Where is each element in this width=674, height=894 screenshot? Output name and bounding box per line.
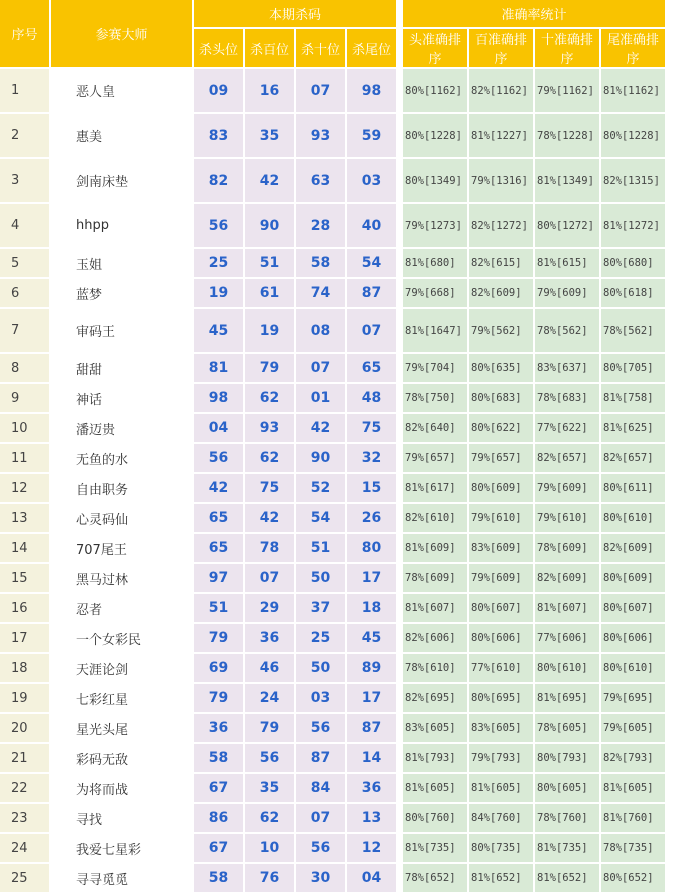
accuracy-stat: 83%[609] xyxy=(469,534,533,562)
kill-code: 35 xyxy=(245,114,294,157)
accuracy-stat: 78%[760] xyxy=(535,804,599,832)
table-row xyxy=(0,354,665,382)
accuracy-stat: 80%[610] xyxy=(601,504,665,532)
kill-code: 98 xyxy=(194,384,243,412)
kill-code: 82 xyxy=(194,159,243,202)
accuracy-stat: 81%[1162] xyxy=(601,69,665,112)
table-row xyxy=(0,249,665,277)
kill-code: 28 xyxy=(296,204,345,247)
accuracy-stat: 81%[605] xyxy=(601,774,665,802)
accuracy-stat: 81%[735] xyxy=(403,834,467,862)
row-master-name: 神话 xyxy=(51,384,192,412)
accuracy-stat: 81%[1647] xyxy=(403,309,467,352)
kill-code: 56 xyxy=(245,744,294,772)
row-seq: 10 xyxy=(0,414,49,442)
kill-code: 12 xyxy=(347,834,396,862)
row-seq: 2 xyxy=(0,114,49,157)
accuracy-stat: 80%[606] xyxy=(601,624,665,652)
accuracy-stat: 83%[605] xyxy=(469,714,533,742)
accuracy-stat: 80%[1228] xyxy=(403,114,467,157)
kill-code: 08 xyxy=(296,309,345,352)
table-row xyxy=(0,474,665,502)
header-accuracy-group: 准确率统计 xyxy=(403,0,665,27)
header-kill-group: 本期杀码 xyxy=(194,0,396,27)
kill-code: 79 xyxy=(194,624,243,652)
kill-code: 87 xyxy=(347,714,396,742)
accuracy-stat: 80%[680] xyxy=(601,249,665,277)
accuracy-stat: 81%[1272] xyxy=(601,204,665,247)
table-row xyxy=(0,309,665,352)
kill-code: 03 xyxy=(296,684,345,712)
kill-code: 87 xyxy=(296,744,345,772)
kill-code: 40 xyxy=(347,204,396,247)
accuracy-stat: 78%[683] xyxy=(535,384,599,412)
row-master-name: 寻找 xyxy=(51,804,192,832)
row-master-name: 彩码无敌 xyxy=(51,744,192,772)
accuracy-stat: 81%[607] xyxy=(403,594,467,622)
accuracy-stat: 81%[760] xyxy=(601,804,665,832)
kill-code: 81 xyxy=(194,354,243,382)
row-seq: 19 xyxy=(0,684,49,712)
row-master-name: 潘迈贵 xyxy=(51,414,192,442)
header-master: 参赛大师 xyxy=(51,0,192,67)
accuracy-stat: 79%[609] xyxy=(535,279,599,307)
accuracy-stat: 82%[609] xyxy=(469,279,533,307)
accuracy-stat: 80%[683] xyxy=(469,384,533,412)
table-row xyxy=(0,594,665,622)
kill-code: 62 xyxy=(245,804,294,832)
accuracy-stat: 80%[606] xyxy=(469,624,533,652)
accuracy-stat: 77%[622] xyxy=(535,414,599,442)
kill-code: 36 xyxy=(194,714,243,742)
accuracy-stat: 82%[615] xyxy=(469,249,533,277)
kill-code: 93 xyxy=(245,414,294,442)
row-seq: 23 xyxy=(0,804,49,832)
kill-code: 19 xyxy=(194,279,243,307)
kill-code: 26 xyxy=(347,504,396,532)
kill-code: 76 xyxy=(245,864,294,892)
accuracy-stat: 80%[1228] xyxy=(601,114,665,157)
accuracy-stat: 80%[1162] xyxy=(403,69,467,112)
accuracy-stat: 82%[1162] xyxy=(469,69,533,112)
kill-code: 48 xyxy=(347,384,396,412)
accuracy-stat: 79%[605] xyxy=(601,714,665,742)
kill-code: 79 xyxy=(245,714,294,742)
kill-code: 25 xyxy=(194,249,243,277)
accuracy-stat: 78%[750] xyxy=(403,384,467,412)
kill-code: 25 xyxy=(296,624,345,652)
row-seq: 24 xyxy=(0,834,49,862)
kill-code: 86 xyxy=(194,804,243,832)
kill-code: 03 xyxy=(347,159,396,202)
accuracy-stat: 81%[625] xyxy=(601,414,665,442)
kill-code: 74 xyxy=(296,279,345,307)
kill-code: 07 xyxy=(296,804,345,832)
kill-code: 56 xyxy=(194,444,243,472)
kill-code: 56 xyxy=(296,714,345,742)
kill-code: 56 xyxy=(194,204,243,247)
accuracy-stat: 81%[652] xyxy=(469,864,533,892)
accuracy-stat: 80%[610] xyxy=(601,654,665,682)
table-row xyxy=(0,714,665,742)
header-seq: 序号 xyxy=(0,0,49,67)
header-acc-col: 十准确排序 xyxy=(535,29,599,67)
kill-code: 54 xyxy=(347,249,396,277)
kill-code: 36 xyxy=(245,624,294,652)
accuracy-stat: 79%[704] xyxy=(403,354,467,382)
kill-code: 93 xyxy=(296,114,345,157)
accuracy-stat: 80%[609] xyxy=(601,564,665,592)
kill-code: 07 xyxy=(296,69,345,112)
row-seq: 25 xyxy=(0,864,49,892)
row-seq: 13 xyxy=(0,504,49,532)
accuracy-stat: 79%[657] xyxy=(469,444,533,472)
accuracy-stat: 80%[652] xyxy=(601,864,665,892)
kill-code: 62 xyxy=(245,384,294,412)
accuracy-stat: 81%[793] xyxy=(403,744,467,772)
row-seq: 9 xyxy=(0,384,49,412)
kill-code: 51 xyxy=(194,594,243,622)
kill-code: 65 xyxy=(347,354,396,382)
accuracy-stat: 79%[657] xyxy=(403,444,467,472)
table-row xyxy=(0,444,665,472)
row-master-name: 惠美 xyxy=(51,114,192,157)
accuracy-stat: 82%[606] xyxy=(403,624,467,652)
accuracy-stat: 80%[695] xyxy=(469,684,533,712)
kill-code: 56 xyxy=(296,834,345,862)
kill-code: 89 xyxy=(347,654,396,682)
row-seq: 11 xyxy=(0,444,49,472)
row-seq: 17 xyxy=(0,624,49,652)
accuracy-stat: 78%[562] xyxy=(535,309,599,352)
kill-code: 58 xyxy=(194,864,243,892)
accuracy-stat: 82%[1315] xyxy=(601,159,665,202)
kill-code: 42 xyxy=(245,159,294,202)
accuracy-stat: 79%[1316] xyxy=(469,159,533,202)
accuracy-stat: 79%[668] xyxy=(403,279,467,307)
accuracy-stat: 83%[637] xyxy=(535,354,599,382)
accuracy-stat: 79%[562] xyxy=(469,309,533,352)
header-acc-col: 百准确排序 xyxy=(469,29,533,67)
row-master-name: 我爱七星彩 xyxy=(51,834,192,862)
row-master-name: 寻寻觅觅 xyxy=(51,864,192,892)
accuracy-stat: 82%[610] xyxy=(403,504,467,532)
kill-code: 87 xyxy=(347,279,396,307)
accuracy-stat: 80%[607] xyxy=(469,594,533,622)
table-row xyxy=(0,204,665,247)
kill-code: 84 xyxy=(296,774,345,802)
row-seq: 18 xyxy=(0,654,49,682)
kill-code: 69 xyxy=(194,654,243,682)
accuracy-stat: 80%[611] xyxy=(601,474,665,502)
row-seq: 5 xyxy=(0,249,49,277)
accuracy-stat: 81%[609] xyxy=(403,534,467,562)
kill-code: 45 xyxy=(347,624,396,652)
row-master-name: 心灵码仙 xyxy=(51,504,192,532)
accuracy-stat: 81%[1349] xyxy=(535,159,599,202)
kill-code: 50 xyxy=(296,564,345,592)
row-master-name: 星光头尾 xyxy=(51,714,192,742)
kill-code: 62 xyxy=(245,444,294,472)
kill-code: 07 xyxy=(347,309,396,352)
header-kill-col: 杀头位 xyxy=(194,29,243,67)
row-master-name: 707尾王 xyxy=(51,534,192,562)
accuracy-stat: 79%[695] xyxy=(601,684,665,712)
table-row xyxy=(0,654,665,682)
header-acc-col: 头准确排序 xyxy=(403,29,467,67)
kill-code: 59 xyxy=(347,114,396,157)
kill-code: 50 xyxy=(296,654,345,682)
accuracy-stat: 82%[609] xyxy=(601,534,665,562)
header-kill-col: 杀十位 xyxy=(296,29,345,67)
kill-code: 58 xyxy=(194,744,243,772)
kill-code: 67 xyxy=(194,834,243,862)
accuracy-stat: 78%[735] xyxy=(601,834,665,862)
kill-code: 42 xyxy=(296,414,345,442)
kill-code: 16 xyxy=(245,69,294,112)
row-master-name: 审码王 xyxy=(51,309,192,352)
kill-code: 78 xyxy=(245,534,294,562)
table-row xyxy=(0,624,665,652)
kill-code: 61 xyxy=(245,279,294,307)
row-master-name: 天涯论剑 xyxy=(51,654,192,682)
kill-code: 37 xyxy=(296,594,345,622)
kill-code: 79 xyxy=(245,354,294,382)
row-seq: 7 xyxy=(0,309,49,352)
row-master-name: 七彩红星 xyxy=(51,684,192,712)
table-row xyxy=(0,114,665,157)
accuracy-stat: 79%[1273] xyxy=(403,204,467,247)
kill-code: 79 xyxy=(194,684,243,712)
table-row xyxy=(0,159,665,202)
accuracy-stat: 78%[610] xyxy=(403,654,467,682)
row-master-name: 蓝梦 xyxy=(51,279,192,307)
kill-code: 58 xyxy=(296,249,345,277)
kill-code: 14 xyxy=(347,744,396,772)
accuracy-stat: 79%[609] xyxy=(469,564,533,592)
header-acc-col: 尾准确排序 xyxy=(601,29,665,67)
kill-code: 24 xyxy=(245,684,294,712)
kill-code: 04 xyxy=(194,414,243,442)
table-body xyxy=(0,69,665,892)
kill-code: 10 xyxy=(245,834,294,862)
accuracy-stat: 81%[695] xyxy=(535,684,599,712)
kill-code: 17 xyxy=(347,684,396,712)
accuracy-stat: 80%[605] xyxy=(535,774,599,802)
row-seq: 21 xyxy=(0,744,49,772)
row-master-name: 一个女彩民 xyxy=(51,624,192,652)
kill-code: 30 xyxy=(296,864,345,892)
kill-code: 29 xyxy=(245,594,294,622)
accuracy-stat: 81%[652] xyxy=(535,864,599,892)
accuracy-stat: 81%[605] xyxy=(469,774,533,802)
table-row xyxy=(0,744,665,772)
accuracy-stat: 80%[793] xyxy=(535,744,599,772)
kill-code: 17 xyxy=(347,564,396,592)
header-kill-col: 杀百位 xyxy=(245,29,294,67)
accuracy-stat: 82%[695] xyxy=(403,684,467,712)
accuracy-stat: 81%[1227] xyxy=(469,114,533,157)
accuracy-stat: 80%[618] xyxy=(601,279,665,307)
accuracy-stat: 80%[622] xyxy=(469,414,533,442)
accuracy-stat: 79%[609] xyxy=(535,474,599,502)
row-master-name: 剑南床垫 xyxy=(51,159,192,202)
accuracy-stat: 80%[705] xyxy=(601,354,665,382)
row-seq: 20 xyxy=(0,714,49,742)
accuracy-stat: 80%[635] xyxy=(469,354,533,382)
accuracy-stat: 80%[760] xyxy=(403,804,467,832)
kill-code: 45 xyxy=(194,309,243,352)
accuracy-stat: 79%[610] xyxy=(469,504,533,532)
table-row xyxy=(0,534,665,562)
row-seq: 8 xyxy=(0,354,49,382)
accuracy-stat: 80%[735] xyxy=(469,834,533,862)
accuracy-stat: 83%[605] xyxy=(403,714,467,742)
kill-code: 36 xyxy=(347,774,396,802)
kill-code: 42 xyxy=(245,504,294,532)
accuracy-stat: 81%[680] xyxy=(403,249,467,277)
accuracy-stat: 81%[758] xyxy=(601,384,665,412)
accuracy-stat: 80%[610] xyxy=(535,654,599,682)
kill-code: 75 xyxy=(245,474,294,502)
kill-code: 90 xyxy=(296,444,345,472)
table-row xyxy=(0,414,665,442)
accuracy-stat: 82%[657] xyxy=(601,444,665,472)
kill-code: 35 xyxy=(245,774,294,802)
table-row xyxy=(0,564,665,592)
kill-code: 07 xyxy=(296,354,345,382)
row-master-name: 玉姐 xyxy=(51,249,192,277)
table-row xyxy=(0,384,665,412)
kill-code: 65 xyxy=(194,534,243,562)
row-seq: 3 xyxy=(0,159,49,202)
kill-code: 80 xyxy=(347,534,396,562)
kill-code: 01 xyxy=(296,384,345,412)
row-master-name: 为将而战 xyxy=(51,774,192,802)
accuracy-stat: 80%[1272] xyxy=(535,204,599,247)
accuracy-stat: 79%[1162] xyxy=(535,69,599,112)
row-seq: 1 xyxy=(0,69,49,112)
kill-code: 54 xyxy=(296,504,345,532)
accuracy-stat: 77%[606] xyxy=(535,624,599,652)
accuracy-stat: 80%[1349] xyxy=(403,159,467,202)
table-row xyxy=(0,864,665,892)
row-master-name: 自由职务 xyxy=(51,474,192,502)
row-master-name: 甜甜 xyxy=(51,354,192,382)
table-row xyxy=(0,69,665,112)
kill-code: 19 xyxy=(245,309,294,352)
row-seq: 14 xyxy=(0,534,49,562)
accuracy-stat: 82%[657] xyxy=(535,444,599,472)
accuracy-stat: 78%[652] xyxy=(403,864,467,892)
accuracy-stat: 81%[605] xyxy=(403,774,467,802)
accuracy-stat: 78%[1228] xyxy=(535,114,599,157)
row-master-name: 恶人皇 xyxy=(51,69,192,112)
kill-code: 07 xyxy=(245,564,294,592)
table-row xyxy=(0,279,665,307)
table-row xyxy=(0,504,665,532)
accuracy-stat: 82%[609] xyxy=(535,564,599,592)
kill-code: 75 xyxy=(347,414,396,442)
kill-code: 42 xyxy=(194,474,243,502)
kill-code: 13 xyxy=(347,804,396,832)
row-seq: 15 xyxy=(0,564,49,592)
accuracy-stat: 82%[793] xyxy=(601,744,665,772)
kill-code: 63 xyxy=(296,159,345,202)
header-kill-col: 杀尾位 xyxy=(347,29,396,67)
row-seq: 12 xyxy=(0,474,49,502)
accuracy-stat: 78%[609] xyxy=(535,534,599,562)
row-master-name: 黑马过林 xyxy=(51,564,192,592)
header-row-groups xyxy=(0,0,665,27)
accuracy-stat: 79%[610] xyxy=(535,504,599,532)
table-row xyxy=(0,684,665,712)
accuracy-stat: 81%[617] xyxy=(403,474,467,502)
accuracy-stat: 80%[607] xyxy=(601,594,665,622)
accuracy-stat: 81%[735] xyxy=(535,834,599,862)
kill-code: 15 xyxy=(347,474,396,502)
row-master-name: 忍者 xyxy=(51,594,192,622)
kill-code: 18 xyxy=(347,594,396,622)
accuracy-stat: 84%[760] xyxy=(469,804,533,832)
kill-code: 46 xyxy=(245,654,294,682)
row-master-name: 无鱼的水 xyxy=(51,444,192,472)
accuracy-stat: 77%[610] xyxy=(469,654,533,682)
kill-code: 67 xyxy=(194,774,243,802)
accuracy-stat: 80%[609] xyxy=(469,474,533,502)
kill-code: 51 xyxy=(296,534,345,562)
accuracy-stat: 78%[605] xyxy=(535,714,599,742)
kill-code: 83 xyxy=(194,114,243,157)
accuracy-stat: 82%[1272] xyxy=(469,204,533,247)
table-row xyxy=(0,804,665,832)
kill-code: 04 xyxy=(347,864,396,892)
kill-code: 98 xyxy=(347,69,396,112)
kill-code: 51 xyxy=(245,249,294,277)
table-row xyxy=(0,834,665,862)
row-master-name: hhpp xyxy=(51,204,192,247)
kill-code: 65 xyxy=(194,504,243,532)
table-row xyxy=(0,774,665,802)
row-seq: 22 xyxy=(0,774,49,802)
row-seq: 16 xyxy=(0,594,49,622)
accuracy-stat: 81%[615] xyxy=(535,249,599,277)
row-seq: 6 xyxy=(0,279,49,307)
kill-code: 09 xyxy=(194,69,243,112)
accuracy-stat: 81%[607] xyxy=(535,594,599,622)
kill-code: 97 xyxy=(194,564,243,592)
accuracy-stat: 78%[609] xyxy=(403,564,467,592)
accuracy-stat: 82%[640] xyxy=(403,414,467,442)
kill-code: 32 xyxy=(347,444,396,472)
row-seq: 4 xyxy=(0,204,49,247)
accuracy-stat: 79%[793] xyxy=(469,744,533,772)
accuracy-stat: 78%[562] xyxy=(601,309,665,352)
kill-code: 90 xyxy=(245,204,294,247)
kill-code: 52 xyxy=(296,474,345,502)
